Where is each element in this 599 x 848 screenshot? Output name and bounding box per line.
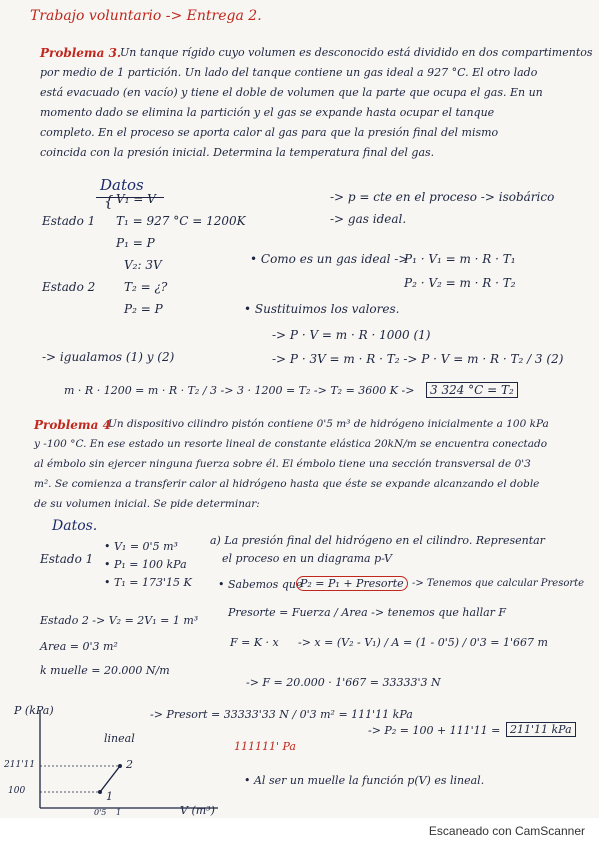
p4-t1: • T₁ = 173'15 K: [104, 576, 192, 589]
estado1-v1: V₁ = V: [116, 192, 156, 206]
p2-box: 211'11 kPa: [506, 722, 576, 737]
x-eq: -> x = (V₂ - V₁) / A = (1 - 0'5) / 0'3 = 1'667 m: [298, 636, 548, 649]
p2-equation: -> P₂ = 100 + 111'11 =: [368, 724, 501, 737]
problem3-line-4: momento dado se elimina la partición y el gas se expande hasta ocupar el tanque: [40, 106, 495, 119]
linear-note: • Al ser un muelle la función p(V) es lineal.: [244, 774, 485, 787]
problem3-line-6: coincida con la presión inicial. Determina la temperatura final del gas.: [40, 146, 435, 159]
problem3-line-5: completo. En el proceso se aporta calor al gas para que la presión final del mismo: [40, 126, 499, 139]
estado1-p1: P₁ = P: [116, 236, 155, 250]
process-line: [100, 766, 120, 792]
ideal-eq-2: P₂ · V₂ = m · R · T₂: [404, 276, 516, 290]
sustituimos: • Sustituimos los valores.: [244, 302, 400, 316]
graph-ylabel: P (kPa): [14, 704, 54, 717]
point-2: [118, 764, 122, 768]
presort-value: -> Presort = 33333'33 N / 0'3 m² = 111'11 kPa: [150, 708, 413, 721]
sabemos-post: -> Tenemos que calcular Presorte: [412, 578, 585, 589]
note-ideal-gas: -> gas ideal.: [330, 212, 407, 226]
p4-estado2: Estado 2 -> V₂ = 2V₁ = 1 m³: [40, 614, 199, 627]
estado2-t2: T₂ = ¿?: [124, 280, 168, 294]
problem4-line-3: al émbolo sin ejercer ninguna fuerza sobre él. El émbolo tiene una sección transversal de 0'3: [34, 458, 531, 470]
p4-k-muelle: k muelle = 20.000 N/m: [40, 664, 170, 677]
scanner-watermark: Escaneado con CamScanner: [428, 824, 585, 838]
graph-line-label: lineal: [104, 732, 135, 745]
brace: {: [104, 192, 114, 210]
graph-xlabel: V (m³): [180, 804, 215, 817]
f-eq: F = K · x: [230, 636, 279, 649]
presorte-eq: Presorte = Fuerza / Area -> tenemos que hallar F: [228, 606, 507, 619]
result-box: 3 324 °C = T₂: [426, 382, 518, 398]
footer: [0, 818, 599, 848]
graph-ytick-p2: 211'11: [4, 760, 36, 770]
p4-area: Area = 0'3 m²: [40, 640, 118, 653]
estado2-label: Estado 2: [42, 280, 96, 294]
p4-p1: • P₁ = 100 kPa: [104, 558, 187, 571]
subst-eq-1: -> P · V = m · R · 1000 (1): [272, 328, 431, 342]
graph-xtick-2: 1: [116, 808, 122, 817]
subst-eq-2: -> P · 3V = m · R · T₂ -> P · V = m · R · T₂ / 3 (2): [272, 352, 564, 366]
problem4-line-2: y -100 °C. En ese estado un resorte lineal de constante elástica 20kN/m se encuentra conectado: [34, 438, 548, 450]
sabemos-pre: • Sabemos que: [218, 578, 303, 591]
page-title: Trabajo voluntario -> Entrega 2.: [30, 8, 262, 24]
result-equation: m · R · 1200 = m · R · T₂ / 3 -> 3 · 1200 = T₂ -> T₂ = 3600 K ->: [64, 384, 415, 397]
igualamos: -> igualamos (1) y (2): [42, 350, 175, 364]
problem3-line-3: está evacuado (en vacío) y tiene el doble de volumen que la parte que ocupa el gas. En un: [40, 86, 543, 99]
estado2-p2: P₂ = P: [124, 302, 163, 316]
problem4-line-5: de su volumen inicial. Se pide determinar:: [34, 498, 260, 510]
problem4-label: Problema 4: [34, 418, 111, 432]
ideal-gas-intro: • Como es un gas ideal ->: [250, 252, 409, 266]
problem4-line-4: m². Se comienza a transferir calor al hidrógeno hasta que éste se expande alcanzando el doble: [34, 478, 540, 490]
p4-v1: • V₁ = 0'5 m³: [104, 540, 178, 553]
graph-xtick-1: 0'5: [94, 808, 107, 817]
sabemos-eq: P₂ = P₁ + Presorte: [296, 576, 408, 591]
problem3-line-2: por medio de 1 partición. Un lado del tanque contiene un gas ideal a 927 °C. El otro lado: [40, 66, 538, 79]
graph-point-1-label: 1: [106, 790, 113, 803]
part-a-line-2: el proceso en un diagrama p-V: [222, 552, 393, 565]
datos4-heading: Datos.: [52, 518, 98, 534]
problem3-label: Problema 3.: [40, 46, 122, 60]
ideal-eq-1: P₁ · V₁ = m · R · T₁: [404, 252, 516, 266]
part-a-line-1: a) La presión final del hidrógeno en el cilindro. Representar: [210, 534, 545, 547]
graph-ytick-p1: 100: [8, 786, 26, 796]
pa-annotation: 111111' Pa: [234, 740, 296, 753]
p4-estado1-label: Estado 1: [40, 552, 94, 566]
point-1: [98, 790, 102, 794]
estado1-t1: T₁ = 927 °C = 1200K: [116, 214, 246, 228]
estado1-label: Estado 1: [42, 214, 96, 228]
estado2-v2: V₂: 3V: [124, 258, 162, 272]
f-value: -> F = 20.000 · 1'667 = 33333'3 N: [246, 676, 441, 689]
datos-heading: Datos: [100, 176, 144, 194]
problem3-line-1: Un tanque rígido cuyo volumen es desconocido está dividido en dos compartimentos: [120, 46, 593, 59]
problem4-line-1: Un dispositivo cilindro pistón contiene 0'5 m³ de hidrógeno inicialmente a 100 kPa: [108, 418, 549, 430]
note-isobaric: -> p = cte en el proceso -> isobárico: [330, 190, 555, 204]
graph-point-2-label: 2: [126, 758, 133, 771]
